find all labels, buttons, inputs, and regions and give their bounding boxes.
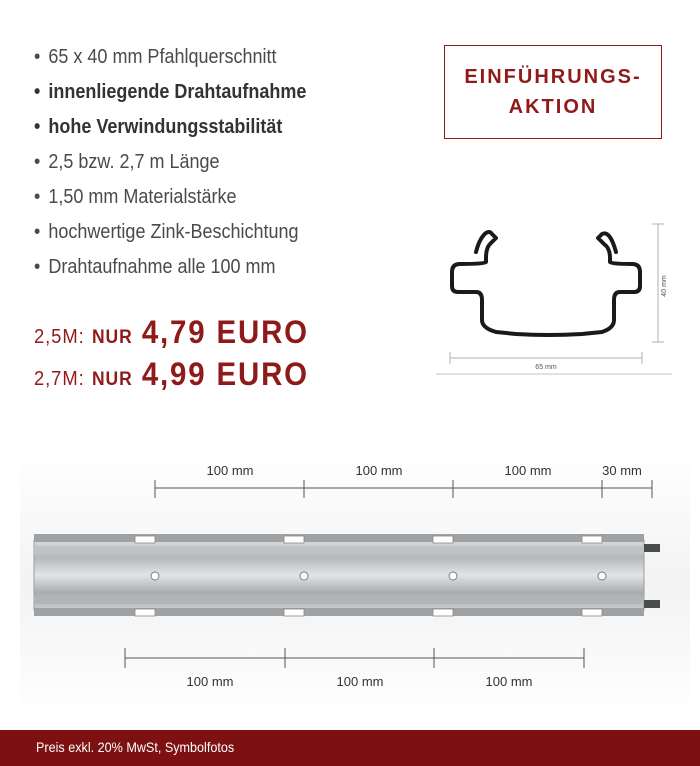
promo-line-2: AKTION — [508, 96, 598, 118]
feature-item: • hohe Verwindungsstabilität — [34, 116, 283, 138]
footer-note: Preis exkl. 20% MwSt, Symbolfotos — [36, 739, 235, 755]
feature-item: • Drahtaufnahme alle 100 mm — [34, 256, 276, 278]
price-length-label: 2,7M: — [34, 368, 85, 390]
price-prefix: NUR — [91, 369, 133, 390]
top-dimension-label: 30 mm — [602, 463, 642, 478]
promo-badge — [444, 45, 662, 139]
top-dimension-label: 100 mm — [355, 463, 403, 478]
bottom-dimension-label: 100 mm — [186, 674, 234, 689]
price-length-label: 2,5M: — [34, 326, 85, 348]
price-prefix: NUR — [91, 327, 133, 348]
bottom-dimension-label: 100 mm — [336, 674, 384, 689]
feature-item: • 1,50 mm Materialstärke — [34, 186, 237, 208]
profile-width-label: 65 mm — [535, 364, 557, 371]
footer-bar — [0, 730, 700, 766]
top-dimension-label: 100 mm — [206, 463, 254, 478]
profile-height-label: 40 mm — [661, 275, 668, 297]
price-row-27m — [34, 356, 309, 393]
top-dimension-label: 100 mm — [504, 463, 552, 478]
feature-item: • 65 x 40 mm Pfahlquerschnitt — [34, 46, 277, 68]
profile-cross-section — [436, 212, 672, 378]
price-row-25m — [34, 314, 309, 351]
feature-list — [34, 40, 337, 285]
bottom-dimension-label: 100 mm — [485, 674, 533, 689]
feature-item: • innenliegende Drahtaufnahme — [34, 81, 307, 103]
price-value: 4,99 EURO — [141, 356, 309, 392]
promo-line-1: EINFÜHRUNGS- — [464, 66, 642, 88]
feature-item: • hochwertige Zink-Beschichtung — [34, 221, 299, 243]
feature-item: • 2,5 bzw. 2,7 m Länge — [34, 151, 220, 173]
post-illustration — [20, 448, 690, 720]
price-value: 4,79 EURO — [141, 314, 309, 350]
